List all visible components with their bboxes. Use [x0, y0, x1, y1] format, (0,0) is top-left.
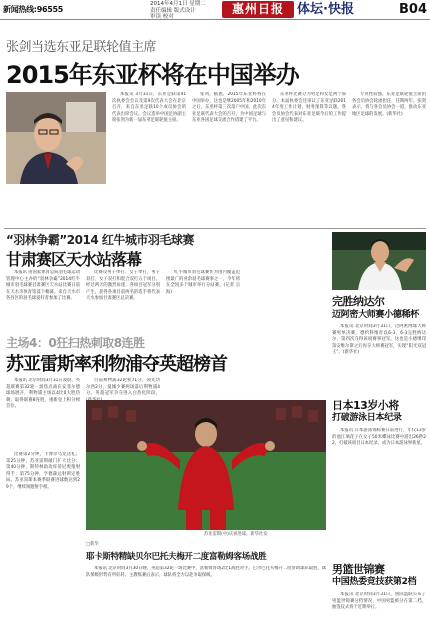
section-divider	[4, 228, 426, 229]
masthead	[0, 0, 430, 20]
sidebar2-subhead: 打破游泳日本纪录	[332, 413, 402, 423]
story1-paragraph-1: 本报讯 3月31日，东亚足联第41次执委会会议及第9次代表大会在北京召开，来自东亚足联10个成员协会的代表出席会议。会议选举中国足协副主席张剑为新一届东亚足联轮值主席。	[112, 92, 186, 124]
editor-line: 责任编辑 版式设计	[150, 7, 196, 14]
news-hotline: 新闻热线:96555	[3, 5, 64, 14]
story3-paragraph-2: 比赛第2分钟，卡博尔乌龙送礼；第25分钟，苏亚雷斯破门扩大比分；第40分钟，斯特林助攻库蒂尼奥推射得手；第75分钟，亨德森远射锁定胜局。苏亚雷斯本赛季联赛进球数达到29个，继续领跑射手榜。	[6, 452, 80, 490]
page-number: B04	[399, 2, 427, 17]
football-celebration-photo	[86, 400, 326, 530]
story1-column-2	[192, 92, 266, 184]
newspaper-logo: 惠州日报	[222, 1, 294, 18]
story1-paragraph-3: 东亚杯比赛分为男足和女足两个部分。本届执委会还审议了东亚足联2014年度工作计划、财务预算等议题，各会员协会代表对东亚足联今后的工作提出了意见和建议。	[272, 92, 346, 124]
story2-paragraph-2: 比赛设男子单打、女子单打、男子双打、女子双打和混合双打五个项目。经过两天的激烈角逐，各项目冠军分别产生。获得各项目前两名的选手将代表天水参加甘肃赛区总决赛。	[86, 270, 160, 302]
story4-headline: 耶卡斯特精缺贝尔巴托夫梅开二度富勒姆客场战胜	[86, 552, 267, 562]
story3-column-1b	[6, 452, 80, 596]
story3-kicker: 主场4：0狂扫热刺取8连胜	[6, 336, 145, 350]
story1-column-3	[272, 92, 346, 184]
story2-kicker: “羽林争霸”2014 红牛城市羽毛球赛	[6, 233, 194, 247]
date-info	[150, 1, 214, 21]
story3-paragraph-1: 本报讯 北京时间3月31日凌晨，英超联赛第32轮一场焦点战在安菲尔德球场展开，利物浦主场以4比0大胜热刺，取得联赛8连胜，重新登上积分榜首位。	[6, 378, 80, 410]
sidebar2-body	[332, 428, 426, 528]
sidebar3-headline: 男篮世锦赛	[332, 563, 385, 576]
sidebar3-paragraph: 本报讯 北京时间3月31日，国际篮联公布了男篮世锦赛分档情况，中国男篮被分在第二档。抽签仪式将于近期举行。	[332, 592, 426, 611]
story2-column-1	[6, 270, 80, 332]
proof-line: 审读 校对	[150, 14, 174, 20]
sidebar1-subhead: 迈阿密大师赛小德稀杯	[332, 310, 420, 320]
story2-paragraph-1: 本报讯 由国家体育总局羽毛球运动管理中心主办的“羽林争霸”2014红牛城市羽毛球赛甘肃赛区天水站比赛日前在天水市体育馆落下帷幕。来自天水市各县区的羽毛球爱好者参加了比赛。	[6, 270, 80, 302]
official-portrait-photo	[6, 92, 106, 184]
sidebar2-headline: 日本13岁小将	[332, 399, 399, 412]
story3-headline: 苏亚雷斯率利物浦夺英超榜首	[6, 354, 227, 375]
story3-paragraph-3: 目前利物浦32轮积71分，领先切尔西2分，曼城少赛两场落后利物浦4分。英超冠军争夺进入白热化阶段。	[86, 378, 160, 397]
sidebar3-body	[332, 592, 426, 636]
sidebar2-paragraph: 本报讯 日本游泳锦标赛日前进行，年仅13岁的池江璃花子在女子50米蝶泳比赛中游出26秒22，打破该项目日本纪录，成为日本游泳界新星。	[332, 428, 426, 447]
story1-paragraph-2: 张剑。据悉，2015年东亚杯将在中国举办，这也是继2005年和2010年之后，东亚杯第三次落户中国。此次东亚足联代表大会的召开，为中国足球与东亚各国足球交流合作搭建了平台。	[192, 92, 266, 124]
tennis-player-photo	[332, 232, 426, 290]
story2-column-2	[86, 270, 160, 332]
sidebar1-paragraph: 本报讯 北京时间3月31日，迈阿密网球大师赛男单决赛，德约科维奇以6-3、6-3完胜纳达尔，第四次夺得该项赛事冠军。这也是小德继印第安维尔斯之后再夺大师赛冠军，实现“阳光双冠王”。(新华社)	[332, 324, 426, 356]
date-line: 2014年4月1日 星期二	[150, 1, 206, 7]
story2-column-3	[166, 270, 240, 332]
story4-label: □新华	[86, 542, 99, 547]
sidebar3-subhead: 中国热委竞技获第2档	[332, 577, 417, 587]
story1-column-1	[112, 92, 186, 184]
story4-body	[86, 566, 326, 634]
photo-caption: 苏亚雷斯(中)庆祝进球。新华社发	[204, 532, 268, 537]
story2-paragraph-3: 红牛城市羽毛球赛作为国内覆盖范围最广的业余羽毛球赛事之一，今年将在全国多个城市举行分站赛。(记者 宗海)	[166, 270, 240, 295]
section-title: 体坛·快报	[297, 2, 354, 17]
story2-headline: 甘肃赛区天水站落幕	[6, 250, 142, 269]
story1-paragraph-4: 专业性较强。东亚足联轮值主席由各会员协会轮流担任，任期两年。张剑表示，将与各会员协会一道，推动东亚地区足球的发展。(新华社)	[352, 92, 426, 117]
story1-headline: 2015年东亚杯将在中国举办	[6, 61, 299, 89]
sidebar1-headline: 完胜纳达尔	[332, 295, 385, 308]
story4-paragraph: 本报讯 北京时间3月30日晚，英超第32轮一场比赛中，富勒姆客场2比1战胜对手。巴尔巴托夫梅开二度帮助球队取胜，球队保级形势有所好转。主教练赛后表示，球队将全力以赴争取保级。	[86, 566, 326, 578]
sidebar1-body	[332, 324, 426, 380]
story1-kicker: 张剑当选东亚足联轮值主席	[6, 40, 157, 55]
story1-column-4	[352, 92, 426, 192]
